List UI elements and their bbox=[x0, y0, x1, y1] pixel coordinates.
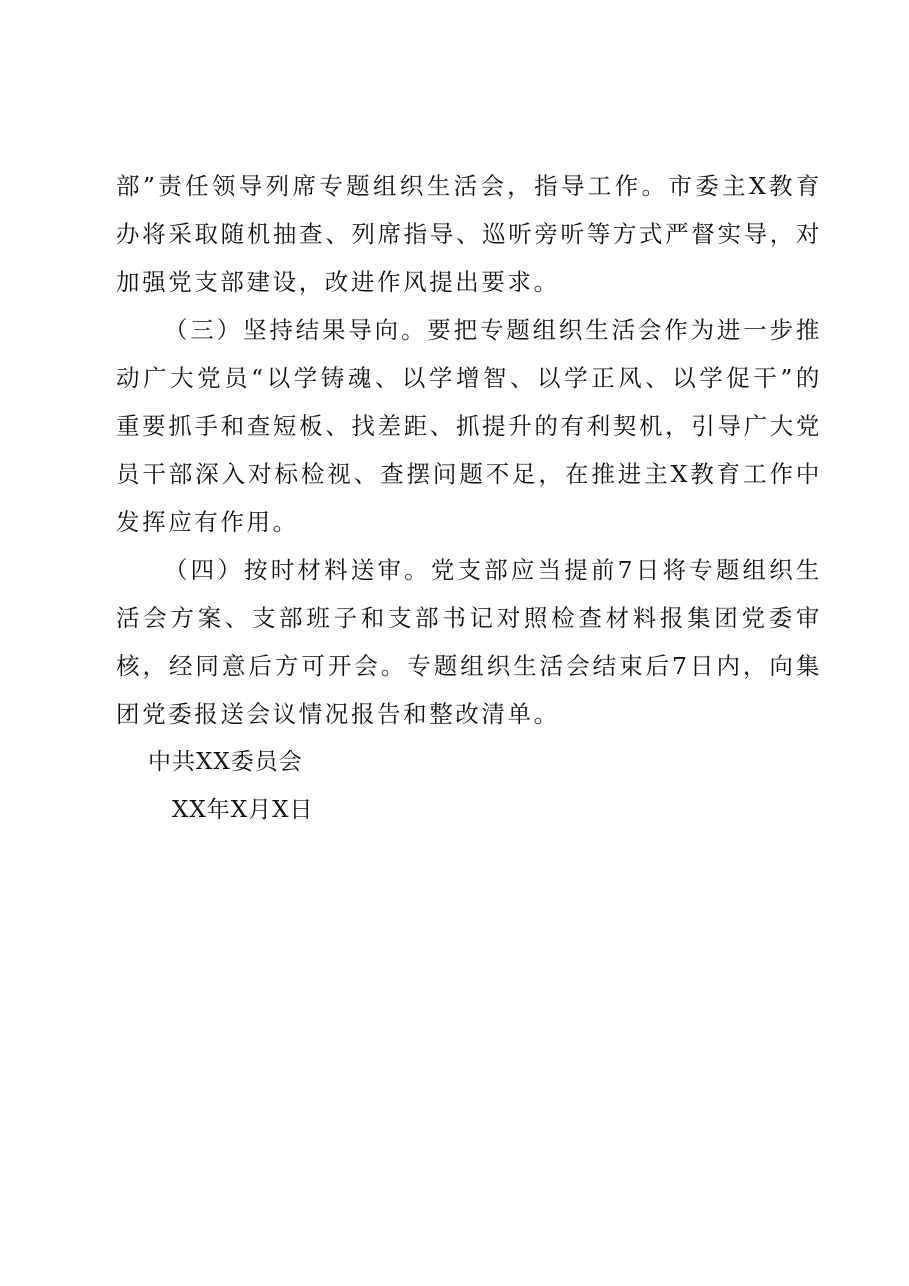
signature-date: XX年X月X日 bbox=[172, 797, 314, 823]
paragraph-continuation: 部”责任领导列席专题组织生活会，指导工作。市委主X教育办将采取随机抽查、列席指导、巡听旁听等方式严督实导，对加强党支部建设，改进作风提出要求。 bbox=[116, 172, 822, 296]
paragraph-section-four: （四）按时材料送审。党支部应当提前7日将专题组织生活会方案、支部班子和支部书记对照检查材料报集团党委审核，经同意后方可开会。专题组织生活会结束后7日内，向集团党委报送会议情况报告和整改清单。 bbox=[116, 556, 822, 728]
paragraph-section-three: （三）坚持结果导向。要把专题组织生活会作为进一步推动广大党员“以学铸魂、以学增智、以学正风、以学促干”的重要抓手和查短板、找差距、抓提升的有利契机，引导广大党员干部深入对标检视、查摆问题不足，在推进主X教育工作中发挥应有作用。 bbox=[116, 316, 822, 536]
document-body bbox=[116, 162, 822, 834]
signature-organization: 中共XX委员会 bbox=[148, 749, 303, 775]
